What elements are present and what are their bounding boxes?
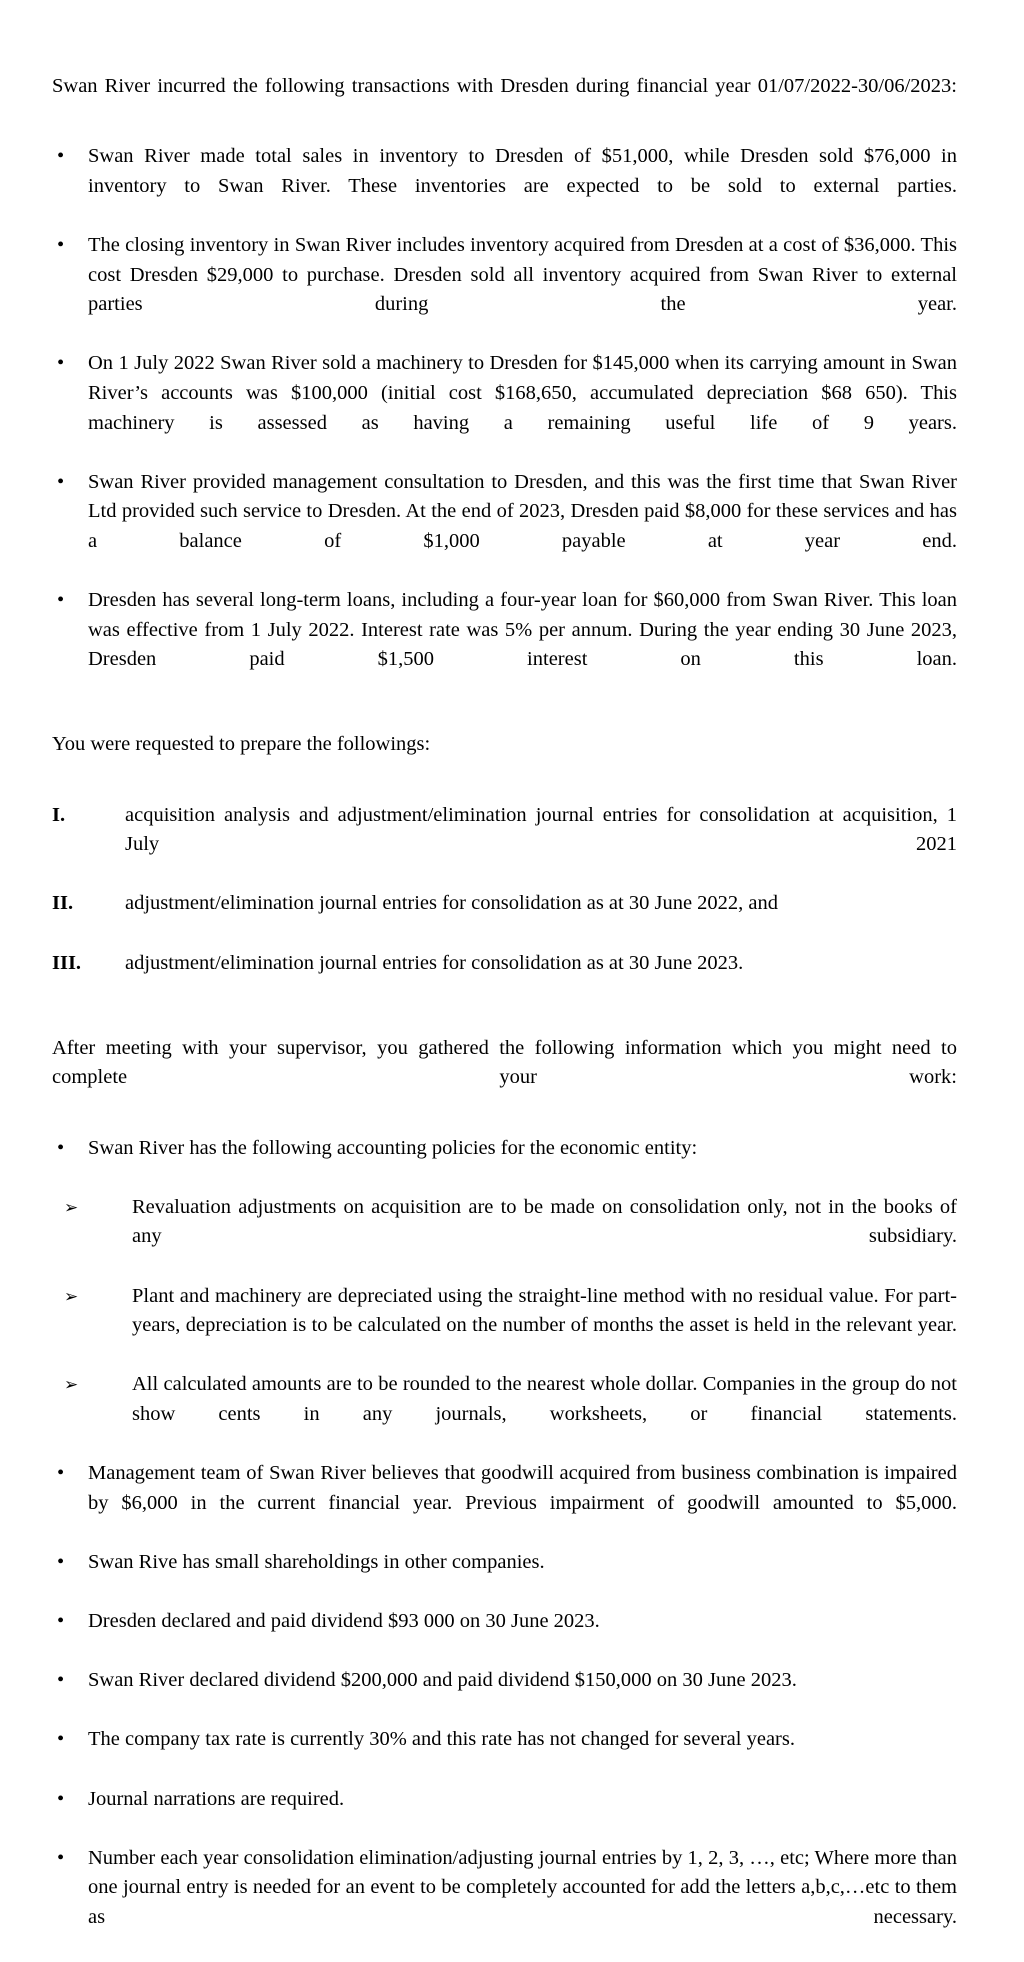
list-item [52, 1725, 957, 1784]
requirements-list [52, 801, 957, 1008]
list-item-text: All calculated amounts are to be rounded to the nearest whole dollar. Companies in the group do not show cents in any journals, worksheets, or financial statements. [132, 1373, 957, 1425]
list-item [52, 142, 957, 231]
arrowhead-bullet-icon: ➢ [64, 1197, 79, 1217]
list-item [52, 949, 957, 1008]
roman-numeral: III. [52, 951, 82, 974]
additional-info-list [52, 1459, 957, 1962]
document-body [52, 72, 957, 1962]
list-item-text: Journal narrations are required. [88, 1787, 345, 1810]
bullet-icon: • [57, 233, 65, 256]
list-item-text: The closing inventory in Swan River includes inventory acquired from Dresden at a cost of $36,000. This cost Dresden $29,000 to purchase. Dresden sold all inventory acquired from Swan River to external parties during the year. [88, 233, 957, 316]
bullet-icon: • [57, 1550, 65, 1573]
list-item [52, 1844, 957, 1962]
supervisor-paragraph: After meeting with your supervisor, you gathered the following information which you might need to complete your work: [52, 1036, 957, 1089]
list-item [52, 1607, 957, 1666]
requirements-heading: You were requested to prepare the followings: [52, 733, 431, 756]
transactions-list [52, 142, 957, 704]
list-item [52, 1785, 957, 1844]
list-item [52, 468, 957, 586]
bullet-icon: • [57, 1728, 65, 1751]
bullet-icon: • [57, 1462, 65, 1485]
arrowhead-bullet-icon: ➢ [64, 1375, 79, 1395]
list-item [52, 349, 957, 467]
bullet-icon: • [57, 1136, 65, 1159]
spacer [52, 704, 957, 730]
list-item-text: On 1 July 2022 Swan River sold a machinery to Dresden for $145,000 when its carrying amount in Swan River’s accounts was $100,000 (initial cost $168,650, accumulated depreciation $68 650). This machinery is assessed as having a remaining useful life of 9 years. [88, 352, 957, 434]
list-item-text: Swan Rive has small shareholdings in other companies. [88, 1550, 545, 1573]
spacer [52, 1123, 957, 1134]
list-item [52, 889, 957, 948]
bullet-icon: • [57, 589, 65, 612]
list-item [52, 1459, 957, 1548]
bullet-icon: • [57, 470, 65, 493]
list-item-text: Swan River provided management consultation to Dresden, and this was the first time that Swan River Ltd provided such service to Dresden. At the end of 2023, Dresden paid $8,000 for these services and has a balance of $1,000 payable at year end. [88, 470, 957, 552]
list-item-text: The company tax rate is currently 30% and this rate has not changed for several years. [88, 1728, 795, 1751]
list-item [52, 1282, 957, 1371]
list-item [52, 1193, 957, 1282]
spacer [52, 790, 957, 801]
intro-paragraph: Swan River incurred the following transactions with Dresden during financial year 01/07/2022-30/06/2023: [52, 75, 957, 97]
list-item-text: Swan River made total sales in inventory to Dresden of $51,000, while Dresden sold $76,000 in inventory to Swan River. These inventories are expected to be sold to external parties. [88, 145, 957, 197]
bullet-icon: • [57, 1610, 65, 1633]
list-item [52, 1666, 957, 1725]
list-item-text: Swan River has the following accounting policies for the economic entity: [88, 1136, 698, 1159]
roman-numeral: I. [52, 803, 66, 826]
list-item [52, 231, 957, 349]
arrowhead-bullet-icon: ➢ [64, 1286, 79, 1306]
list-item-text: Management team of Swan River believes that goodwill acquired from business combination is impaired by $6,000 in the current financial year. Previous impairment of goodwill amounted to $5,000. [88, 1462, 957, 1514]
list-item-text: adjustment/elimination journal entries for consolidation as at 30 June 2023. [125, 951, 744, 974]
list-item-text: Swan River declared dividend $200,000 and paid dividend $150,000 on 30 June 2023. [88, 1669, 797, 1692]
list-item [52, 1134, 957, 1193]
bullet-icon: • [57, 352, 65, 375]
policies-list [52, 1134, 957, 1193]
list-item-text: acquisition analysis and adjustment/elimination journal entries for consolidation at acquisition, 1 July 2021 [125, 803, 957, 856]
list-item-text: Revaluation adjustments on acquisition are to be made on consolidation only, not in the books of any subsidiary. [132, 1195, 957, 1248]
list-item-text: Dresden has several long-term loans, including a four-year loan for $60,000 from Swan River. This loan was effective from 1 July 2022. Interest rate was 5% per annum. During the year ending 30 June 2023, Dresden paid $1,500 interest on this loan. [88, 589, 957, 671]
bullet-icon: • [57, 1846, 65, 1869]
list-item-text: Dresden declared and paid dividend $93 000 on 30 June 2023. [88, 1610, 600, 1633]
roman-numeral: II. [52, 892, 74, 915]
list-item-text: Number each year consolidation elimination/adjusting journal entries by 1, 2, 3, …, etc; Where more than one journal entry is needed for an event to be completely accounted for add the letters a,b,c,…etc to them as necessary. [88, 1846, 957, 1929]
list-item-text: Plant and machinery are depreciated using the straight-line method with no residual value. For part-years, depreciation is to be calculated on the number of months the asset is held in the relevant year. [132, 1284, 957, 1337]
list-item [52, 1548, 957, 1607]
bullet-icon: • [57, 1787, 65, 1810]
list-item [52, 801, 957, 890]
bullet-icon: • [57, 1669, 65, 1692]
spacer [52, 131, 957, 142]
list-item [52, 586, 957, 704]
list-item [52, 1370, 957, 1459]
bullet-icon: • [57, 145, 65, 168]
policies-sublist [52, 1193, 957, 1459]
list-item-text: adjustment/elimination journal entries for consolidation as at 30 June 2022, and [125, 892, 779, 915]
spacer [52, 1008, 957, 1034]
